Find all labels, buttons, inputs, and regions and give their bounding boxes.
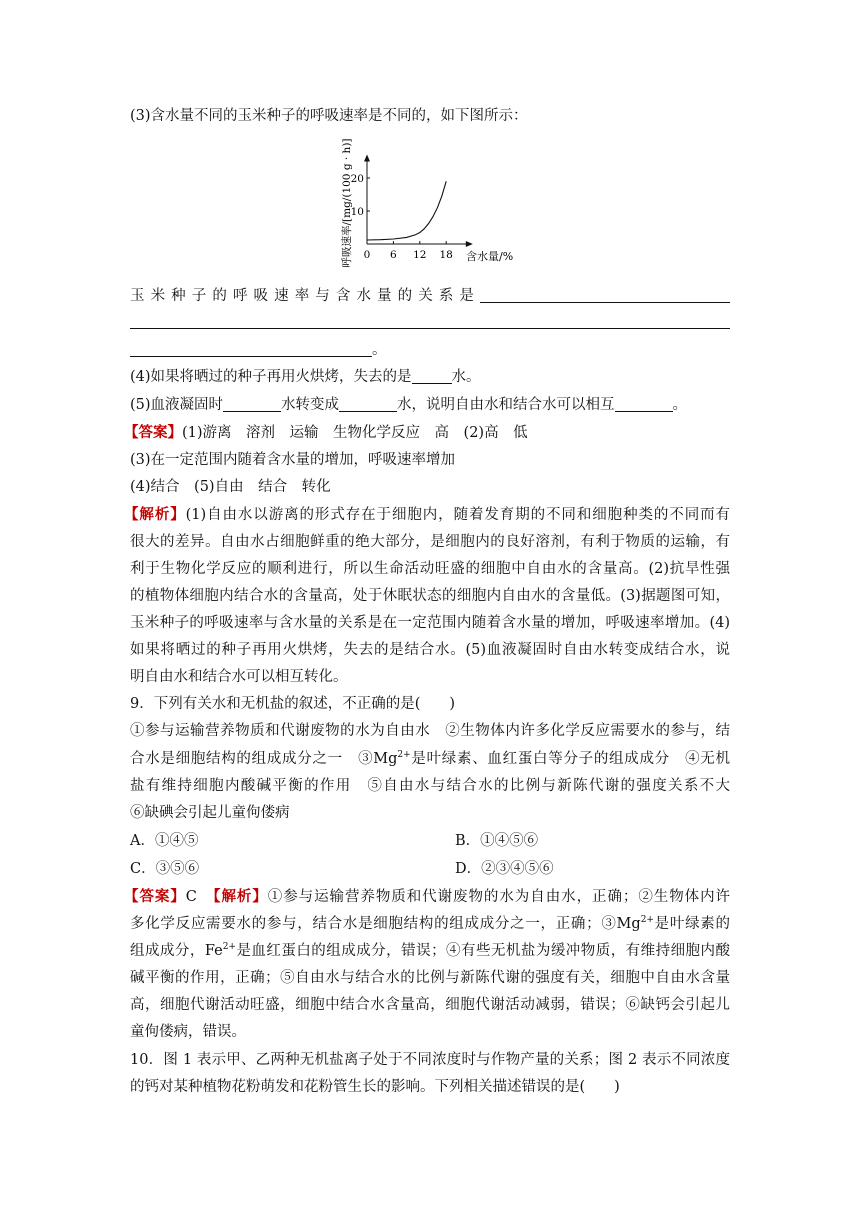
- answer-tag: 【答案】: [124, 888, 186, 905]
- x-tick-label: 18: [439, 249, 453, 261]
- q9-option-d: D．②③④⑤⑥: [455, 861, 554, 877]
- x-tick-label: 12: [413, 249, 427, 261]
- q9-analysis-line: 童佝偻病，错误。: [130, 1024, 246, 1040]
- q8-answer-line3: (4)结合 (5)自由 结合 转化: [130, 479, 331, 495]
- q9-statement-line: ⑥缺碘会引起儿童佝偻病: [130, 805, 290, 821]
- x-axis-label: 含水量/%: [466, 250, 514, 263]
- q8-analysis-line: 玉米种子的呼吸速率与含水量的关系是在一定范围内随着含水量的增加，呼吸速率增加。(4): [130, 615, 730, 631]
- q8-part3-intro: (3)含水量不同的玉米种子的呼吸速率是不同的，如下图所示：: [130, 108, 528, 124]
- q8-part4: (4)如果将晒过的种子再用火烘烤，失去的是 水。: [130, 369, 481, 385]
- respiration-curve: [367, 181, 446, 240]
- q10-stem-line: 10．图 1 表示甲、乙两种无机盐离子处于不同浓度时与作物产量的关系；图 2 表示不同浓度: [130, 1052, 730, 1068]
- q8-part5: (5)血液凝固时 水转变成 水，说明自由水和结合水可以相互 。: [130, 397, 688, 413]
- q10-stem-line: 的钙对某种植物花粉萌发和花粉管生长的影响。下列相关描述错误的是( ): [130, 1079, 620, 1095]
- q9-analysis-line: 组成成分，$Fe^{2+}$是血红蛋白的组成成分，错误；④有些无机盐为缓冲物质，有维持细胞内酸: [130, 942, 730, 959]
- answer-line: [130, 328, 730, 329]
- respiration-rate-chart: [330, 128, 530, 276]
- answer-tag: 【答案】: [124, 424, 182, 441]
- q9-statement-line: 合水是细胞结构的组成成分之一 $③Mg^{2+}$是叶绿素、血红蛋白等分子的组成成分 ④无机: [130, 750, 730, 767]
- q9-analysis-line: 高，细胞代谢活动旺盛，细胞中结合水含量高，细胞代谢活动减弱，错误；⑥缺钙会引起儿: [130, 997, 730, 1013]
- q8-analysis-line: 很大的差异。自由水占细胞鲜重的绝大部分，是细胞内的良好溶剂，有利于物质的运输，有: [130, 534, 730, 550]
- q8-analysis-line: 如果将晒过的种子再用火烘烤，失去的是结合水。(5)血液凝固时自由水转变成结合水，说: [130, 642, 730, 658]
- q8-answer-line2: (3)在一定范围内随着含水量的增加，呼吸速率增加: [130, 452, 456, 468]
- q8-analysis-line: 利于生物化学反应的顺利进行，所以生命活动旺盛的细胞中自由水的含量高。(2)抗旱性强: [130, 561, 730, 577]
- q9-option-b: B．①④⑤⑥: [455, 833, 539, 849]
- x-tick-label: 6: [390, 249, 397, 261]
- q9-statement-line: 盐有维持细胞内酸碱平衡的作用 ⑤自由水与结合水的比例与新陈代谢的强度关系不大: [130, 778, 730, 794]
- q8-part3-stem: 玉米种子的呼吸速率与含水量的关系是: [130, 285, 730, 307]
- q8-analysis-line: 的植物体细胞内结合水的含量高，处于休眠状态的细胞内自由水的含量低。(3)据题图可知，: [130, 588, 730, 604]
- q9-analysis-line: 多化学反应需要水的参与，结合水是细胞结构的组成成分之一，正确；$③Mg^{2+}$是叶绿素的: [130, 915, 730, 932]
- q8-analysis-line: 【解析】(1)自由水以游离的形式存在于细胞内，随着发育期的不同和细胞种类的不同而有: [124, 506, 731, 523]
- q9-stem: 9．下列有关水和无机盐的叙述，不正确的是( ): [130, 696, 456, 712]
- y-axis-arrow: [364, 155, 370, 162]
- q8-answer: 【答案】(1)游离 溶剂 运输 生物化学反应 高 (2)高 低: [124, 424, 528, 441]
- q9-answer: 【答案】C 【解析】①参与运输营养物质和代谢废物的水为自由水，正确；②生物体内许: [124, 888, 731, 905]
- q9-statement-line: ①参与运输营养物质和代谢废物的水为自由水 ②生物体内许多化学反应需要水的参与，结: [130, 723, 730, 739]
- x-axis-arrow: [466, 241, 473, 247]
- q9-analysis-line: 碱平衡的作用，正确；⑤自由水与结合水的比例与新陈代谢的强度有关，细胞中自由水含量: [130, 970, 730, 986]
- y-axis-label: 呼吸速率/[mg/(100 g · h)]: [341, 138, 353, 268]
- analysis-tag: 【解析】: [124, 506, 186, 523]
- analysis-tag: 【解析】: [213, 888, 268, 905]
- y-tick-label: 20: [350, 173, 364, 185]
- x-tick-label: 0: [363, 249, 371, 261]
- q9-option-a: A．①④⑤: [130, 833, 199, 849]
- q8-part3-tail: 。: [130, 339, 730, 361]
- q8-analysis-line: 明自由水和结合水可以相互转化。: [130, 669, 348, 685]
- y-tick-label: 10: [350, 206, 364, 218]
- q9-option-c: C．③⑤⑥: [130, 861, 200, 877]
